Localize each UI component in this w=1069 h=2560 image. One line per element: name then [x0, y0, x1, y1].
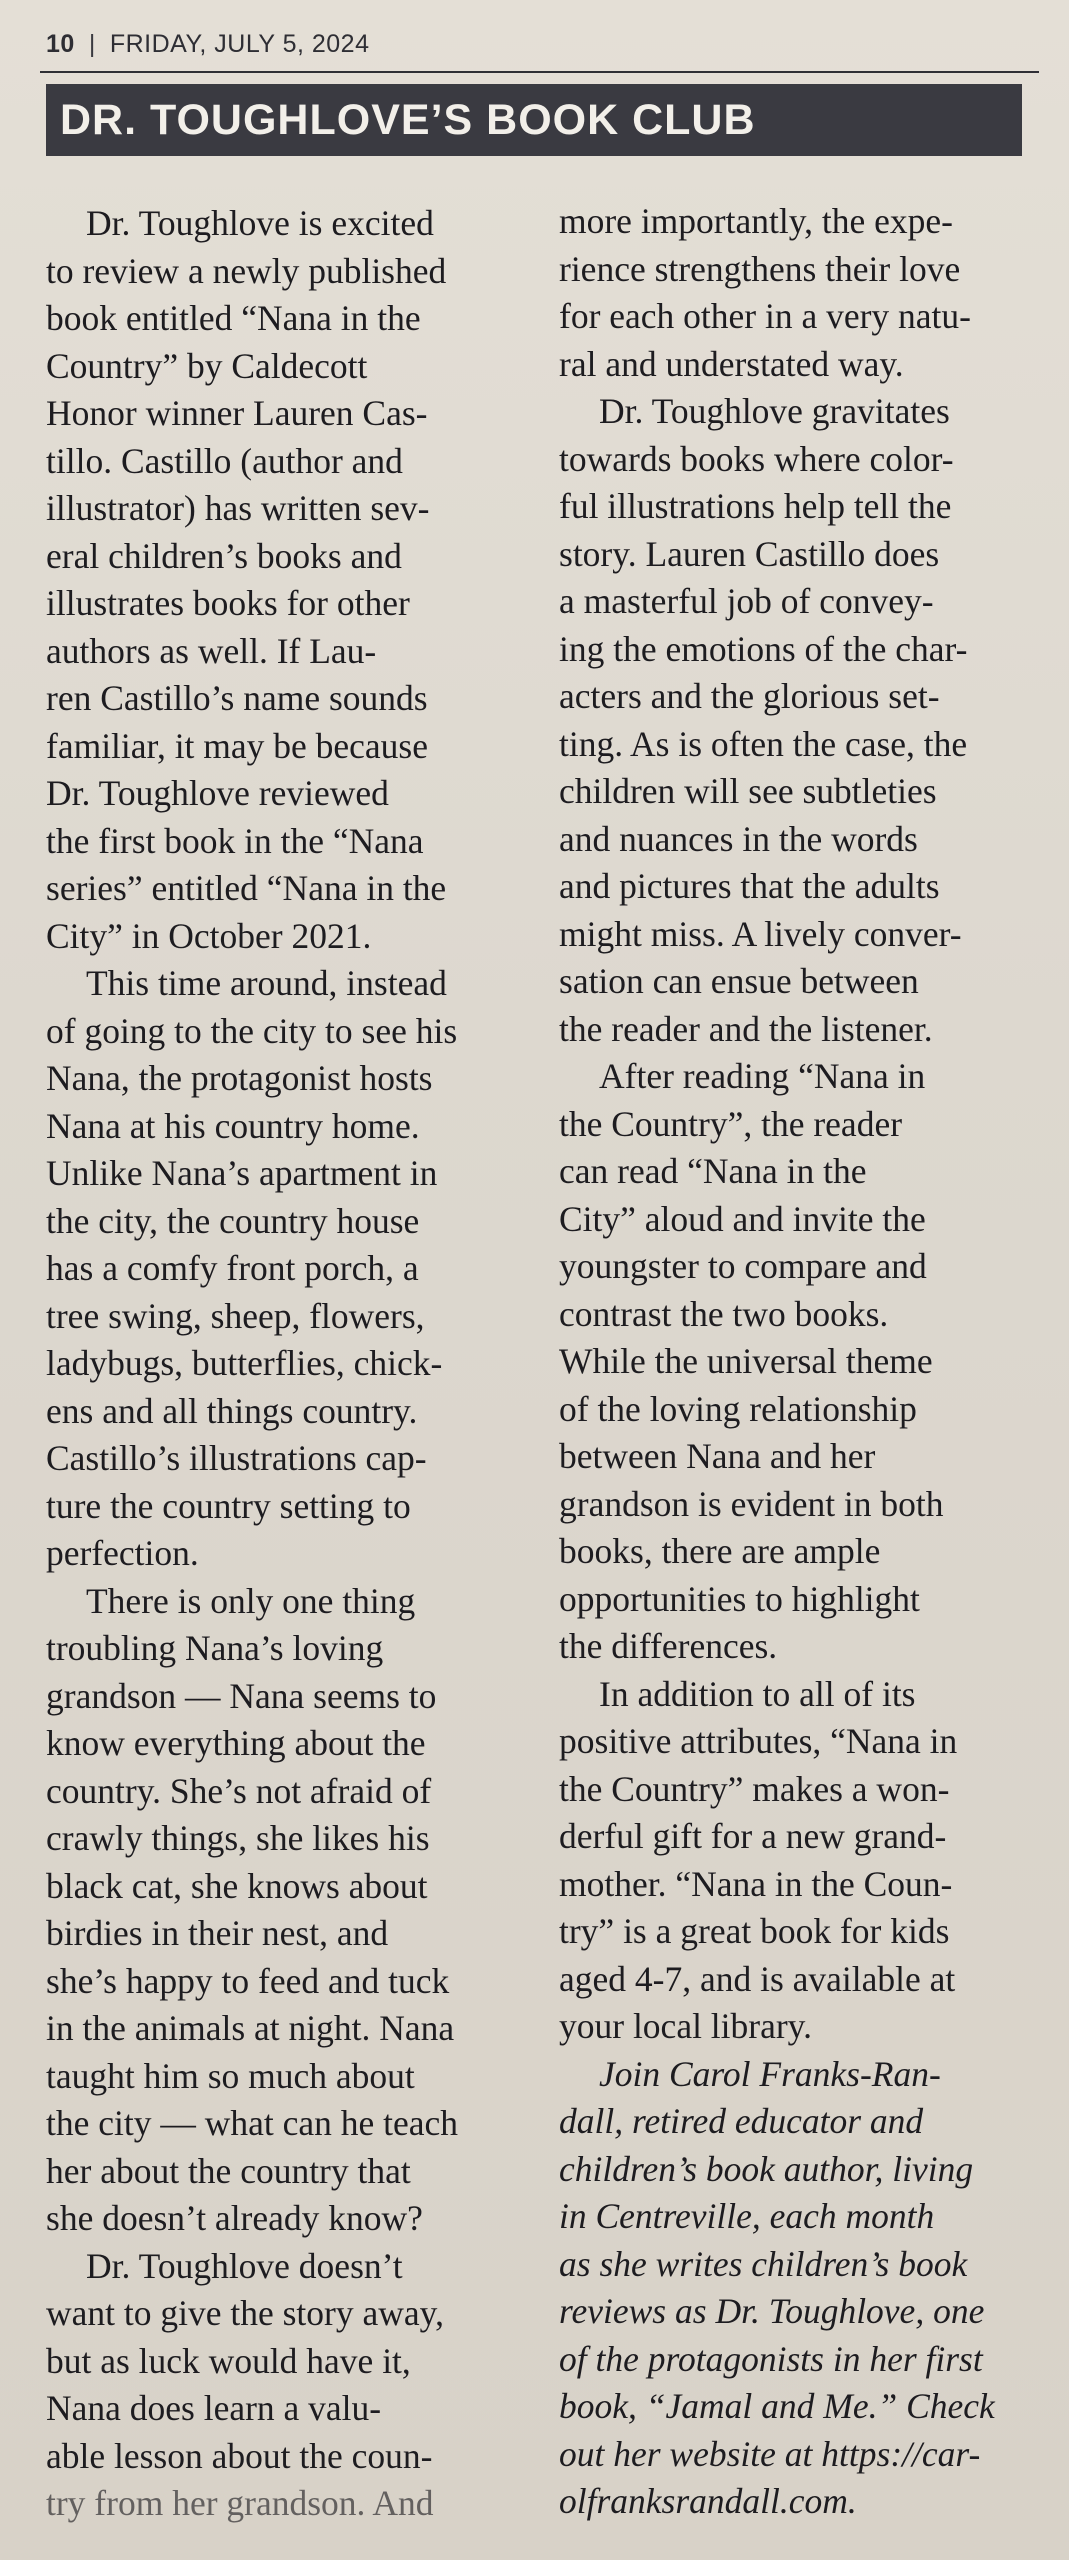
article-line: the reader and the listener. — [559, 1008, 933, 1049]
article-line: taught him so much about — [46, 2055, 415, 2096]
section-title: DR. TOUGHLOVE’S BOOK CLUB — [60, 95, 756, 144]
article-line: positive attributes, “Nana in — [559, 1721, 958, 1761]
article-line: she doesn’t already know? — [46, 2198, 423, 2238]
article-line: perfection. — [46, 1533, 199, 1573]
article-line: City” aloud and invite the — [559, 1198, 926, 1239]
article-line: try” is a great book for kids — [559, 1911, 950, 1951]
article-line: ren Castillo’s name sounds — [46, 678, 428, 718]
article-line: olfranksrandall.com. — [559, 2481, 857, 2521]
article-column-right — [559, 198, 1039, 2526]
article-line: grandson is evident in both — [559, 1483, 944, 1524]
article-line: Unlike Nana’s apartment in — [46, 1153, 438, 1193]
article-line: more importantly, the expe- — [559, 201, 953, 241]
article-line: Country” by Caldecott — [46, 345, 368, 386]
article-line: acters and the glorious set- — [559, 676, 940, 716]
article-line: contrast the two books. — [559, 1293, 889, 1334]
article-line: the first book in the “Nana — [46, 820, 424, 861]
article-line: There is only one thing — [86, 1580, 416, 1621]
article-line: out her website at https://car- — [559, 2433, 981, 2474]
article-line: between Nana and her — [559, 1436, 876, 1476]
article-line: ladybugs, butterflies, chick- — [46, 1343, 443, 1383]
header-rule — [40, 71, 1039, 73]
article-line: towards books where color- — [559, 438, 954, 479]
article-line: crawly things, she likes his — [46, 1818, 430, 1858]
article-line: Nana at his country home. — [46, 1105, 420, 1146]
article-line: she’s happy to feed and tuck — [46, 1960, 450, 2001]
article-line: in the animals at night. Nana — [46, 2008, 455, 2048]
article-line: tree swing, sheep, flowers, — [46, 1295, 425, 1336]
article-line: as she writes children’s book — [559, 2243, 968, 2284]
article-line: In addition to all of its — [599, 1673, 916, 1714]
article-line: of the loving relationship — [559, 1388, 917, 1429]
article-line: City” in October 2021. — [46, 915, 372, 956]
article-line: sation can ensue between — [559, 961, 919, 1001]
article-line: your local library. — [559, 2006, 813, 2046]
article-line: Nana does learn a valu- — [46, 2388, 382, 2428]
article-line: want to give the story away, — [46, 2293, 444, 2333]
article-line: able lesson about the coun- — [46, 2435, 433, 2476]
article-line: While the universal theme — [559, 1341, 933, 1381]
article-line: ting. As is often the case, the — [559, 723, 968, 764]
article-line: the Country”, the reader — [559, 1103, 903, 1144]
article-line: story. Lauren Castillo does — [559, 533, 940, 574]
article-line: birdies in their nest, and — [46, 1913, 389, 1953]
article-line: the city — what can he teach — [46, 2103, 459, 2143]
article-line: can read “Nana in the — [559, 1151, 867, 1191]
article-line: but as luck would have it, — [46, 2340, 411, 2381]
article-line: Castillo’s illustrations cap- — [46, 1438, 427, 1478]
article-line: the city, the country house — [46, 1200, 420, 1241]
article-line: of going to the city to see his — [46, 1010, 458, 1051]
article-line: eral children’s books and — [46, 535, 402, 576]
article-column-left — [46, 200, 526, 2528]
article-line: the differences. — [559, 1626, 778, 1666]
article-line: series” entitled “Nana in the — [46, 868, 447, 908]
article-line: Honor winner Lauren Cas- — [46, 393, 428, 433]
page-header — [46, 30, 369, 59]
article-line: ens and all things country. — [46, 1390, 418, 1431]
article-line: try from her grandson. And — [46, 2483, 434, 2523]
article-line: black cat, she knows about — [46, 1865, 428, 1906]
article-line: ral and understated way. — [559, 343, 904, 384]
article-line: derful gift for a new grand- — [559, 1816, 947, 1856]
article-line: ful illustrations help tell the — [559, 486, 952, 526]
article-line: grandson — Nana seems to — [46, 1675, 437, 1716]
section-banner — [46, 84, 1022, 156]
article-line: authors as well. If Lau- — [46, 630, 377, 671]
article-line: know everything about the — [46, 1723, 426, 1763]
article-line: to review a newly published — [46, 250, 447, 291]
article-line: reviews as Dr. Toughlove, one — [559, 2291, 985, 2331]
article-line: dall, retired educator and — [559, 2101, 924, 2141]
article-line: youngster to compare and — [559, 1246, 927, 1286]
article-line: book, “Jamal and Me.” Check — [559, 2386, 995, 2426]
article-line: rience strengthens their love — [559, 248, 961, 289]
article-line: troubling Nana’s loving — [46, 1628, 384, 1668]
article-line: country. She’s not afraid of — [46, 1770, 432, 1811]
article-line: for each other in a very natu- — [559, 296, 971, 336]
article-line: books, there are ample — [559, 1531, 881, 1571]
article-line: ture the country setting to — [46, 1485, 411, 1526]
article-line: a masterful job of convey- — [559, 581, 934, 621]
article-line: children will see subtleties — [559, 771, 937, 811]
article-line: tillo. Castillo (author and — [46, 440, 403, 481]
article-line: has a comfy front porch, a — [46, 1248, 419, 1288]
article-line: her about the country that — [46, 2150, 411, 2191]
article-line: Dr. Toughlove gravitates — [599, 391, 950, 431]
article-line: familiar, it may be because — [46, 725, 429, 766]
article-line: in Centreville, each month — [559, 2196, 935, 2236]
article-line: ing the emotions of the char- — [559, 628, 968, 669]
article-line: Dr. Toughlove doesn’t — [86, 2245, 403, 2286]
article-line: book entitled “Nana in the — [46, 298, 421, 338]
article-line: and nuances in the words — [559, 818, 918, 859]
article-line: Dr. Toughlove reviewed — [46, 773, 389, 813]
article-line: mother. “Nana in the Coun- — [559, 1863, 953, 1904]
article-line: might miss. A lively conver- — [559, 913, 962, 954]
article-line: of the protagonists in her first — [559, 2338, 983, 2379]
article-line: the Country” makes a won- — [559, 1768, 950, 1809]
article-line: illustrator) has written sev- — [46, 488, 430, 528]
article-line: After reading “Nana in — [599, 1056, 926, 1096]
page-number: 10 — [46, 30, 75, 58]
article-line: Dr. Toughlove is excited — [86, 203, 434, 243]
article-line: illustrates books for other — [46, 583, 410, 623]
article-line: aged 4-7, and is available at — [559, 1958, 956, 1999]
article-line: Join Carol Franks-Ran- — [599, 2053, 941, 2094]
article-line: and pictures that the adults — [559, 866, 940, 906]
article-line: opportunities to highlight — [559, 1578, 920, 1619]
issue-date: FRIDAY, JULY 5, 2024 — [109, 30, 370, 58]
header-separator: | — [88, 30, 96, 58]
article-line: children’s book author, living — [559, 2148, 974, 2189]
article-line: Nana, the protagonist hosts — [46, 1058, 433, 1098]
article-line: This time around, instead — [86, 963, 447, 1003]
